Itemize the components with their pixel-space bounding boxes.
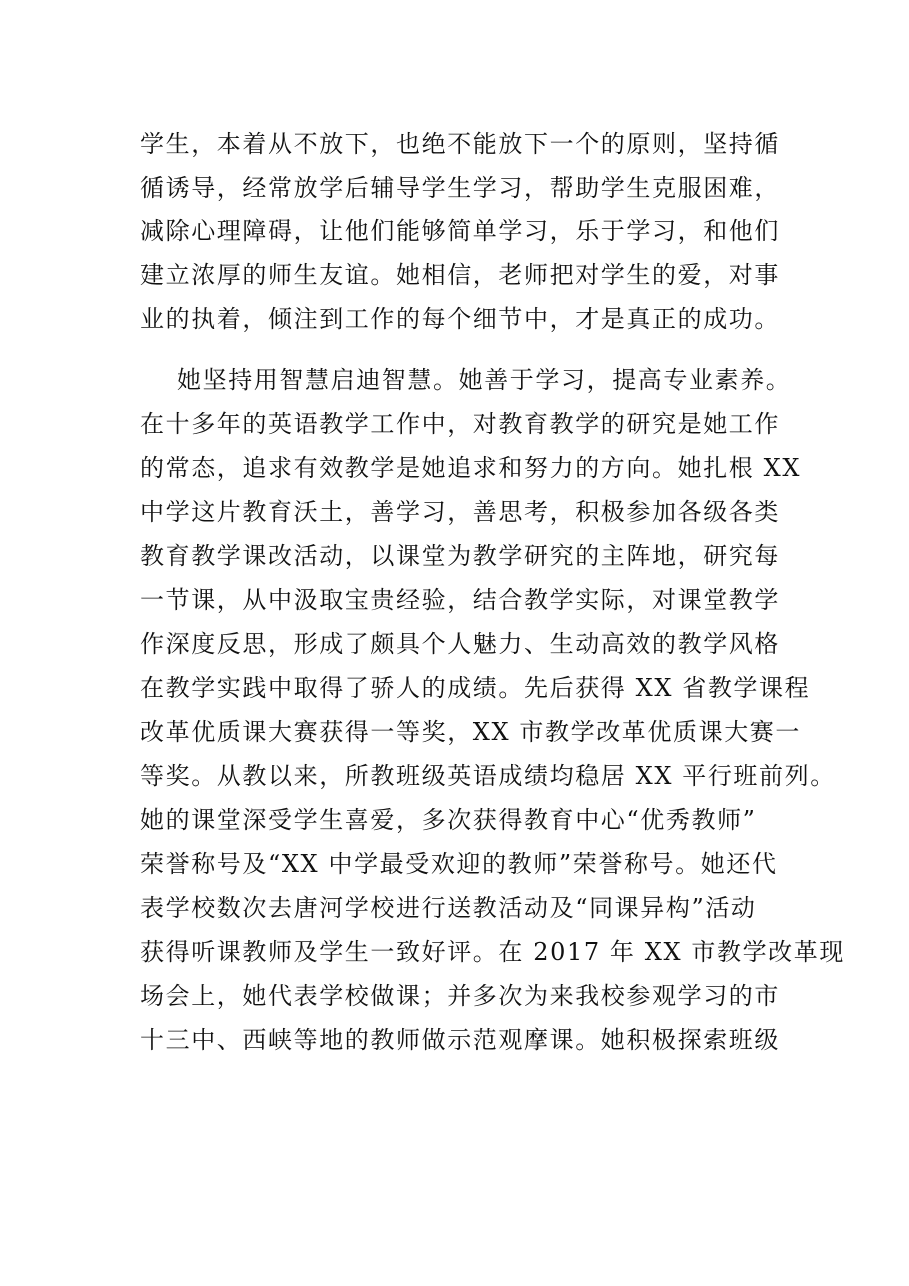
text-line: 教育教学课改活动，以课堂为教学研究的主阵地，研究每 bbox=[140, 542, 780, 570]
text-line: 在教学实践中取得了骄人的成绩。先后获得 XX 省教学课程 bbox=[140, 674, 811, 702]
text-line: 荣誉称号及“XX 中学最受欢迎的教师”荣誉称号。她还代 bbox=[140, 850, 778, 878]
text-line: 的常态，追求有效教学是她追求和努力的方向。她扎根 XX bbox=[140, 454, 801, 482]
text-line: 循诱导，经常放学后辅导学生学习，帮助学生克服困难， bbox=[140, 174, 780, 202]
text-line: 一节课，从中汲取宝贵经验，结合教学实际，对课堂教学 bbox=[140, 586, 780, 614]
text-line: 业的执着，倾注到工作的每个细节中，才是真正的成功。 bbox=[140, 305, 780, 333]
text-line: 学生，本着从不放下，也绝不能放下一个的原则，坚持循 bbox=[140, 130, 780, 158]
text-line: 中学这片教育沃土，善学习，善思考，积极参加各级各类 bbox=[140, 498, 780, 526]
text-line: 建立浓厚的师生友谊。她相信，老师把对学生的爱，对事 bbox=[140, 261, 780, 289]
text-line: 减除心理障碍，让他们能够简单学习，乐于学习，和他们 bbox=[140, 217, 780, 245]
text-line: 在十多年的英语教学工作中，对教育教学的研究是她工作 bbox=[140, 410, 780, 438]
text-line: 她坚持用智慧启迪智慧。她善于学习，提高专业素养。 bbox=[177, 366, 792, 394]
text-line: 表学校数次去唐河学校进行送教活动及“同课异构”活动 bbox=[140, 894, 757, 922]
text-line: 十三中、西峡等地的教师做示范观摩课。她积极探索班级 bbox=[140, 1026, 780, 1054]
text-line: 场会上，她代表学校做课；并多次为来我校参观学习的市 bbox=[140, 982, 780, 1010]
text-line: 作深度反思，形成了颇具个人魅力、生动高效的教学风格 bbox=[140, 630, 780, 658]
text-line: 改革优质课大赛获得一等奖，XX 市教学改革优质课大赛一 bbox=[140, 718, 801, 746]
text-line: 获得听课教师及学生一致好评。在 2017 年 XX 市教学改革现 bbox=[140, 938, 845, 966]
text-line: 她的课堂深受学生喜爱，多次获得教育中心“优秀教师” bbox=[140, 806, 757, 834]
text-line: 等奖。从教以来，所教班级英语成绩均稳居 XX 平行班前列。 bbox=[140, 762, 836, 790]
